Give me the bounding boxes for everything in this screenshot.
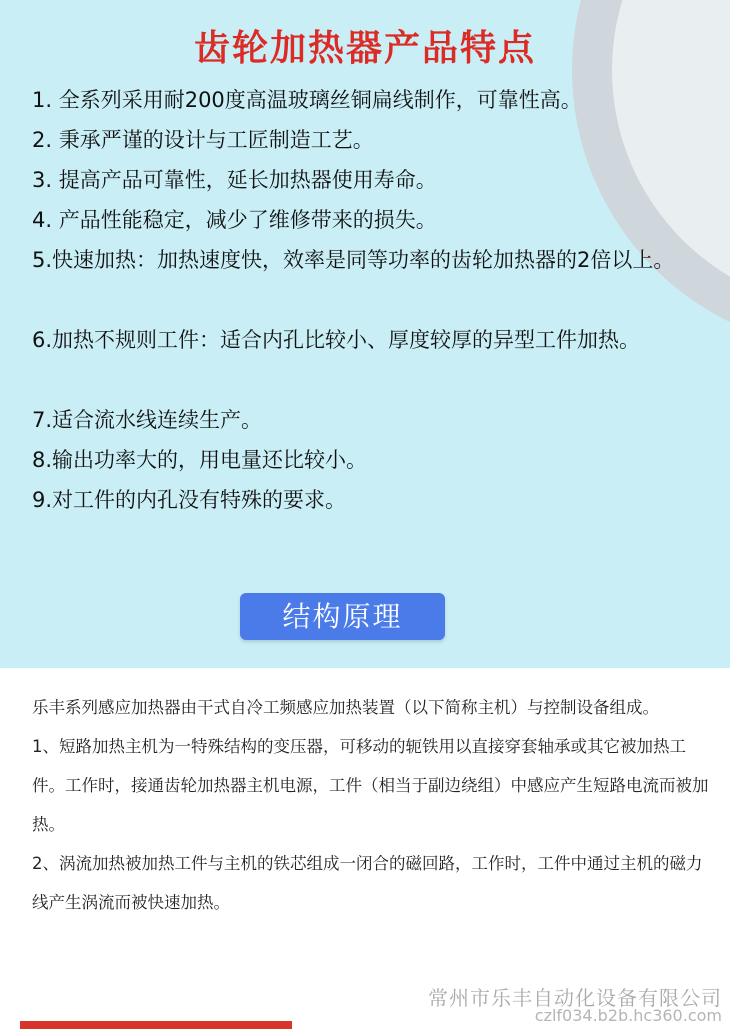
feature-item-1: 1. 全系列采用耐200度高温玻璃丝铜扁线制作，可靠性高。 — [32, 88, 582, 112]
footer — [0, 970, 730, 1029]
feature-item-3: 3. 提高产品可靠性，延长加热器使用寿命。 — [32, 168, 437, 192]
description-paragraph-3: 2、涡流加热被加热工件与主机的铁芯组成一闭合的磁回路，工作时，工件中通过主机的磁力线产生涡流而被快速加热。 — [32, 854, 703, 912]
section-heading-button: 结构原理 — [240, 593, 445, 640]
footer-accent-bar — [20, 1021, 292, 1029]
feature-item-4: 4. 产品性能稳定，减少了维修带来的损失。 — [32, 208, 437, 232]
watermark-url: czlf034.b2b.hc360.com — [534, 1006, 722, 1025]
feature-list — [32, 80, 722, 520]
structure-description — [32, 688, 712, 922]
feature-item-2: 2. 秉承严谨的设计与工匠制造工艺。 — [32, 128, 374, 152]
description-paragraph-2: 1、短路加热主机为一特殊结构的变压器，可移动的轭铁用以直接穿套轴承或其它被加热工件。工作时，接通齿轮加热器主机电源，工件（相当于副边绕组）中感应产生短路电流而被加热。 — [32, 737, 709, 834]
feature-item-9: 9.对工件的内孔没有特殊的要求。 — [32, 488, 347, 512]
feature-item-7: 7.适合流水线连续生产。 — [32, 408, 263, 432]
feature-item-5: 5.快速加热：加热速度快，效率是同等功率的齿轮加热器的2倍以上。 — [32, 248, 675, 272]
feature-item-6: 6.加热不规则工件：适合内孔比较小、厚度较厚的异型工件加热。 — [32, 328, 641, 352]
description-paragraph-1: 乐丰系列感应加热器由干式自冷工频感应加热装置（以下简称主机）与控制设备组成。 — [32, 698, 659, 717]
feature-item-8: 8.输出功率大的，用电量还比较小。 — [32, 448, 368, 472]
company-name: 常州市乐丰自动化设备有限公司 — [428, 986, 722, 1010]
page-title: 齿轮加热器产品特点 — [193, 28, 536, 69]
